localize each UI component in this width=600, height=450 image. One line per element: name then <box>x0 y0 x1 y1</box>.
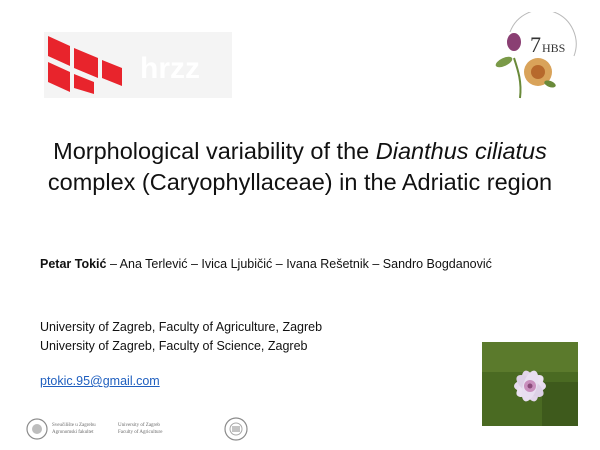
leaf-left <box>494 55 514 70</box>
flower-stem <box>514 58 521 98</box>
footer-agr-hr-1: Sveučilište u Zagrebu <box>52 423 96 428</box>
title-species-name: Dianthus ciliatus <box>375 138 547 164</box>
presentation-title <box>20 136 580 198</box>
title-line2: complex (Caryophyllaceae) in the Adriatic region <box>47 169 553 195</box>
affiliation-science: University of Zagreb, Faculty of Science, Zagreb <box>40 339 308 353</box>
hbs-symposium-logo <box>492 12 580 100</box>
dianthus-flower-photo <box>482 342 578 426</box>
hbs-label: HBS <box>542 41 566 55</box>
footer-agr-hr-2: Agronomski fakultet <box>52 430 94 435</box>
footer-agr-en-1: University of Zagreb <box>118 423 160 428</box>
presenting-author: Petar Tokić <box>40 257 107 271</box>
contact-email-link[interactable]: ptokic.95@gmail.com <box>40 374 160 388</box>
footer-agr-en-2: Faculty of Agriculture <box>118 430 163 435</box>
hrzz-logo-text: hrzz <box>140 52 200 85</box>
bud-purple <box>507 33 521 51</box>
co-authors: – Ana Terlević – Ivica Ljubičić – Ivana Rešetnik – Sandro Bogdanović <box>106 257 492 271</box>
title-line1-start: Morphological variability of the <box>53 138 376 164</box>
hbs-number: 7 <box>530 32 541 57</box>
affiliation-agriculture: University of Zagreb, Faculty of Agriculture, Zagreb <box>40 320 323 334</box>
footer-logos <box>26 414 256 444</box>
hrzz-logo <box>44 32 232 98</box>
author-list <box>40 257 492 271</box>
